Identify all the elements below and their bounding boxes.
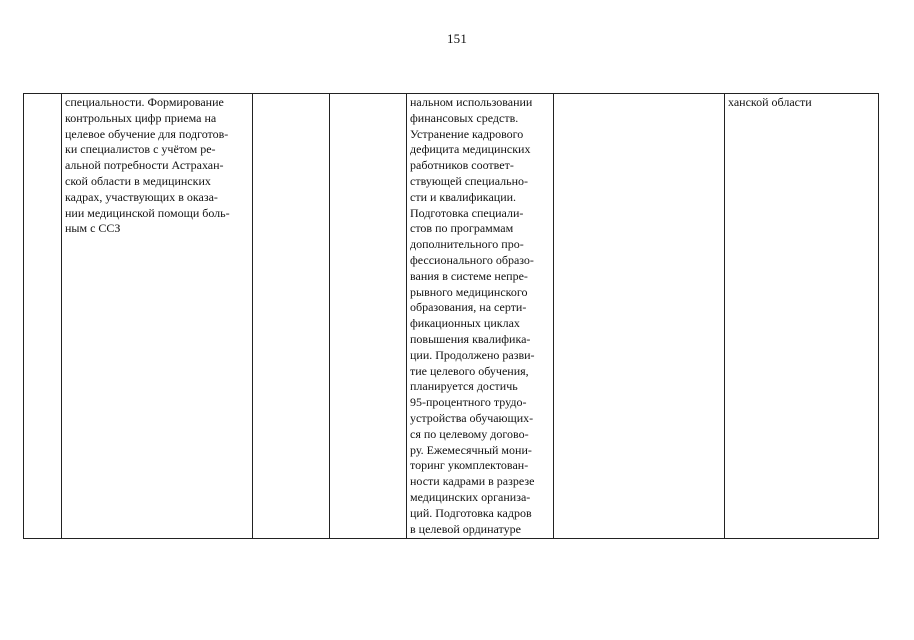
table-cell-result-text: нальном использовании финансовых средств. Устранение кадрового дефицита медицинских работников соответ- ствующей специально- сти и квалификации. Подготовка специали- стов по программам дополнительного про- фессионального образо- вания в системе непре- рывного медицинского образования, на серти- фикационных циклах повышения квалифика- ции. Продолжено разви- тие целевого обучения, планируется достичь 95-процентного трудо- устройства обучающих- ся по целевому догово- ру. Ежемесячный мони- торинг укомплектован- ности кадрами в разрезе медицинских организа- ций. Подготовка кадров в целевой ординатуре	[407, 94, 554, 539]
table-cell-empty-4	[330, 94, 407, 539]
table-cell-number	[24, 94, 62, 539]
table-cell-region-text: ханской области	[725, 94, 879, 539]
table-cell-empty-6	[554, 94, 725, 539]
page-number: 151	[446, 31, 468, 46]
table-cell-empty-3	[253, 94, 330, 539]
table-cell-measure-text: специальности. Формирование контрольных цифр приема на целевое обучение для подготов- ки специалистов с учётом ре- альной потребности Астрахан- ской области в медицинских кадрах, участвующих в оказа- нии медицинской помощи боль- ным с ССЗ	[62, 94, 253, 539]
table-row	[24, 94, 879, 539]
document-table	[23, 93, 879, 539]
